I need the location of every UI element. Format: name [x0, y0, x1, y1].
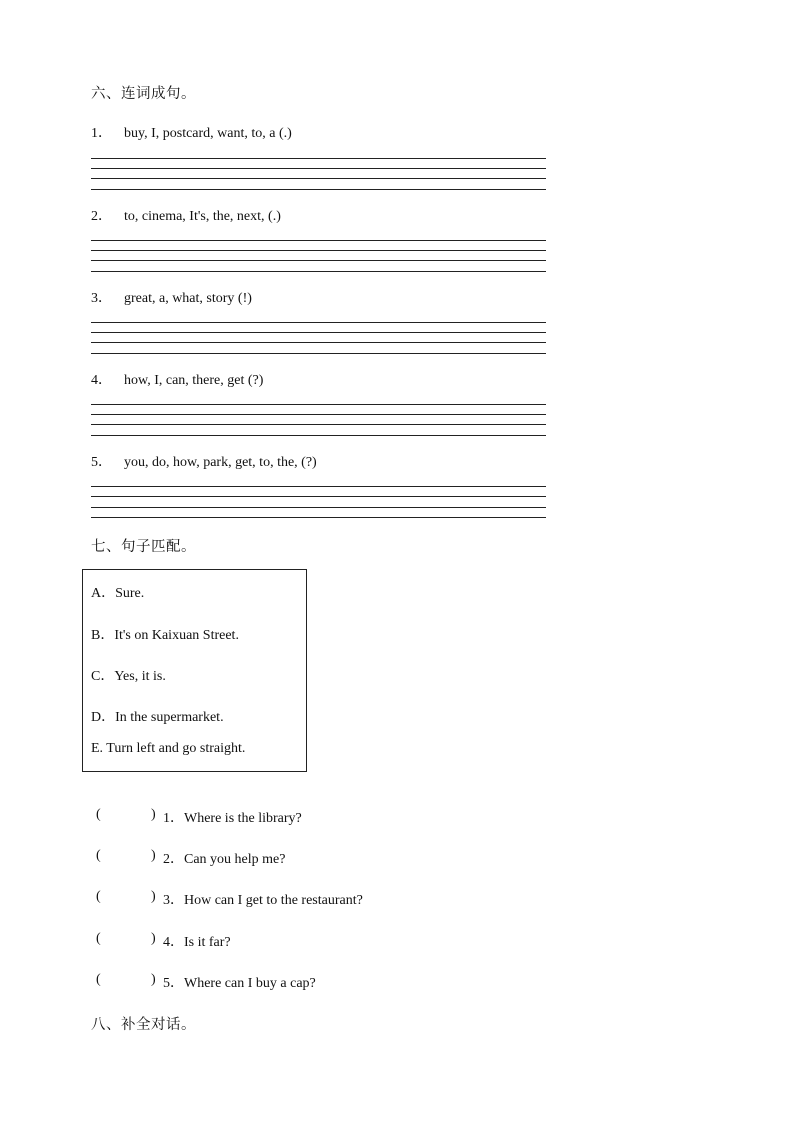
option-e: E. Turn left and go straight. [91, 741, 246, 756]
option-c: C．Yes, it is. [91, 669, 166, 684]
item-words: how, I, can, there, get (?) [124, 373, 264, 388]
open-paren: ( [96, 972, 101, 987]
open-paren: ( [96, 931, 101, 946]
option-a: A．Sure. [91, 586, 145, 601]
question-text: 4．Is it far? [163, 935, 231, 950]
answer-line [91, 158, 546, 159]
close-paren: ) [151, 972, 156, 987]
close-paren: ) [151, 807, 156, 822]
answer-line [91, 414, 546, 415]
open-paren: ( [96, 807, 101, 822]
answer-line [91, 424, 546, 425]
answer-line [91, 332, 546, 333]
sentence-item-5 [91, 451, 317, 471]
close-paren: ) [151, 848, 156, 863]
item-words: to, cinema, It's, the, next, (.) [124, 209, 281, 224]
close-paren: ) [151, 889, 156, 904]
sentence-item-1 [91, 122, 292, 142]
item-number: 2． [91, 209, 112, 224]
answer-line [91, 517, 546, 518]
answer-line [91, 250, 546, 251]
option-b: B．It's on Kaixuan Street. [91, 628, 239, 643]
answer-line [91, 271, 546, 272]
answer-line [91, 168, 546, 169]
item-number: 3． [91, 291, 112, 306]
option-d: D．In the supermarket. [91, 710, 224, 725]
item-words: buy, I, postcard, want, to, a (.) [124, 126, 292, 141]
open-paren: ( [96, 848, 101, 863]
answer-line [91, 404, 546, 405]
answer-line [91, 240, 546, 241]
sentence-item-4 [91, 369, 263, 389]
answer-line [91, 353, 546, 354]
open-paren: ( [96, 889, 101, 904]
answer-line [91, 342, 546, 343]
question-text: 3．How can I get to the restaurant? [163, 893, 363, 908]
section-7-heading: 七、句子匹配。 [91, 539, 196, 555]
answer-line [91, 189, 546, 190]
answer-line [91, 486, 546, 487]
item-words: you, do, how, park, get, to, the, (?) [124, 455, 317, 470]
item-number: 4． [91, 373, 112, 388]
answer-line [91, 435, 546, 436]
item-number: 1． [91, 126, 112, 141]
section-8-heading: 八、补全对话。 [91, 1017, 196, 1033]
answer-line [91, 322, 546, 323]
sentence-item-3 [91, 287, 252, 307]
item-words: great, a, what, story (!) [124, 291, 252, 306]
close-paren: ) [151, 931, 156, 946]
sentence-item-2 [91, 205, 281, 225]
question-text: 1．Where is the library? [163, 811, 302, 826]
section-6-heading: 六、连词成句。 [91, 86, 196, 102]
answer-line [91, 507, 546, 508]
question-text: 2．Can you help me? [163, 852, 286, 867]
item-number: 5． [91, 455, 112, 470]
question-text: 5．Where can I buy a cap? [163, 976, 316, 991]
answer-line [91, 260, 546, 261]
answer-line [91, 496, 546, 497]
answer-line [91, 178, 546, 179]
